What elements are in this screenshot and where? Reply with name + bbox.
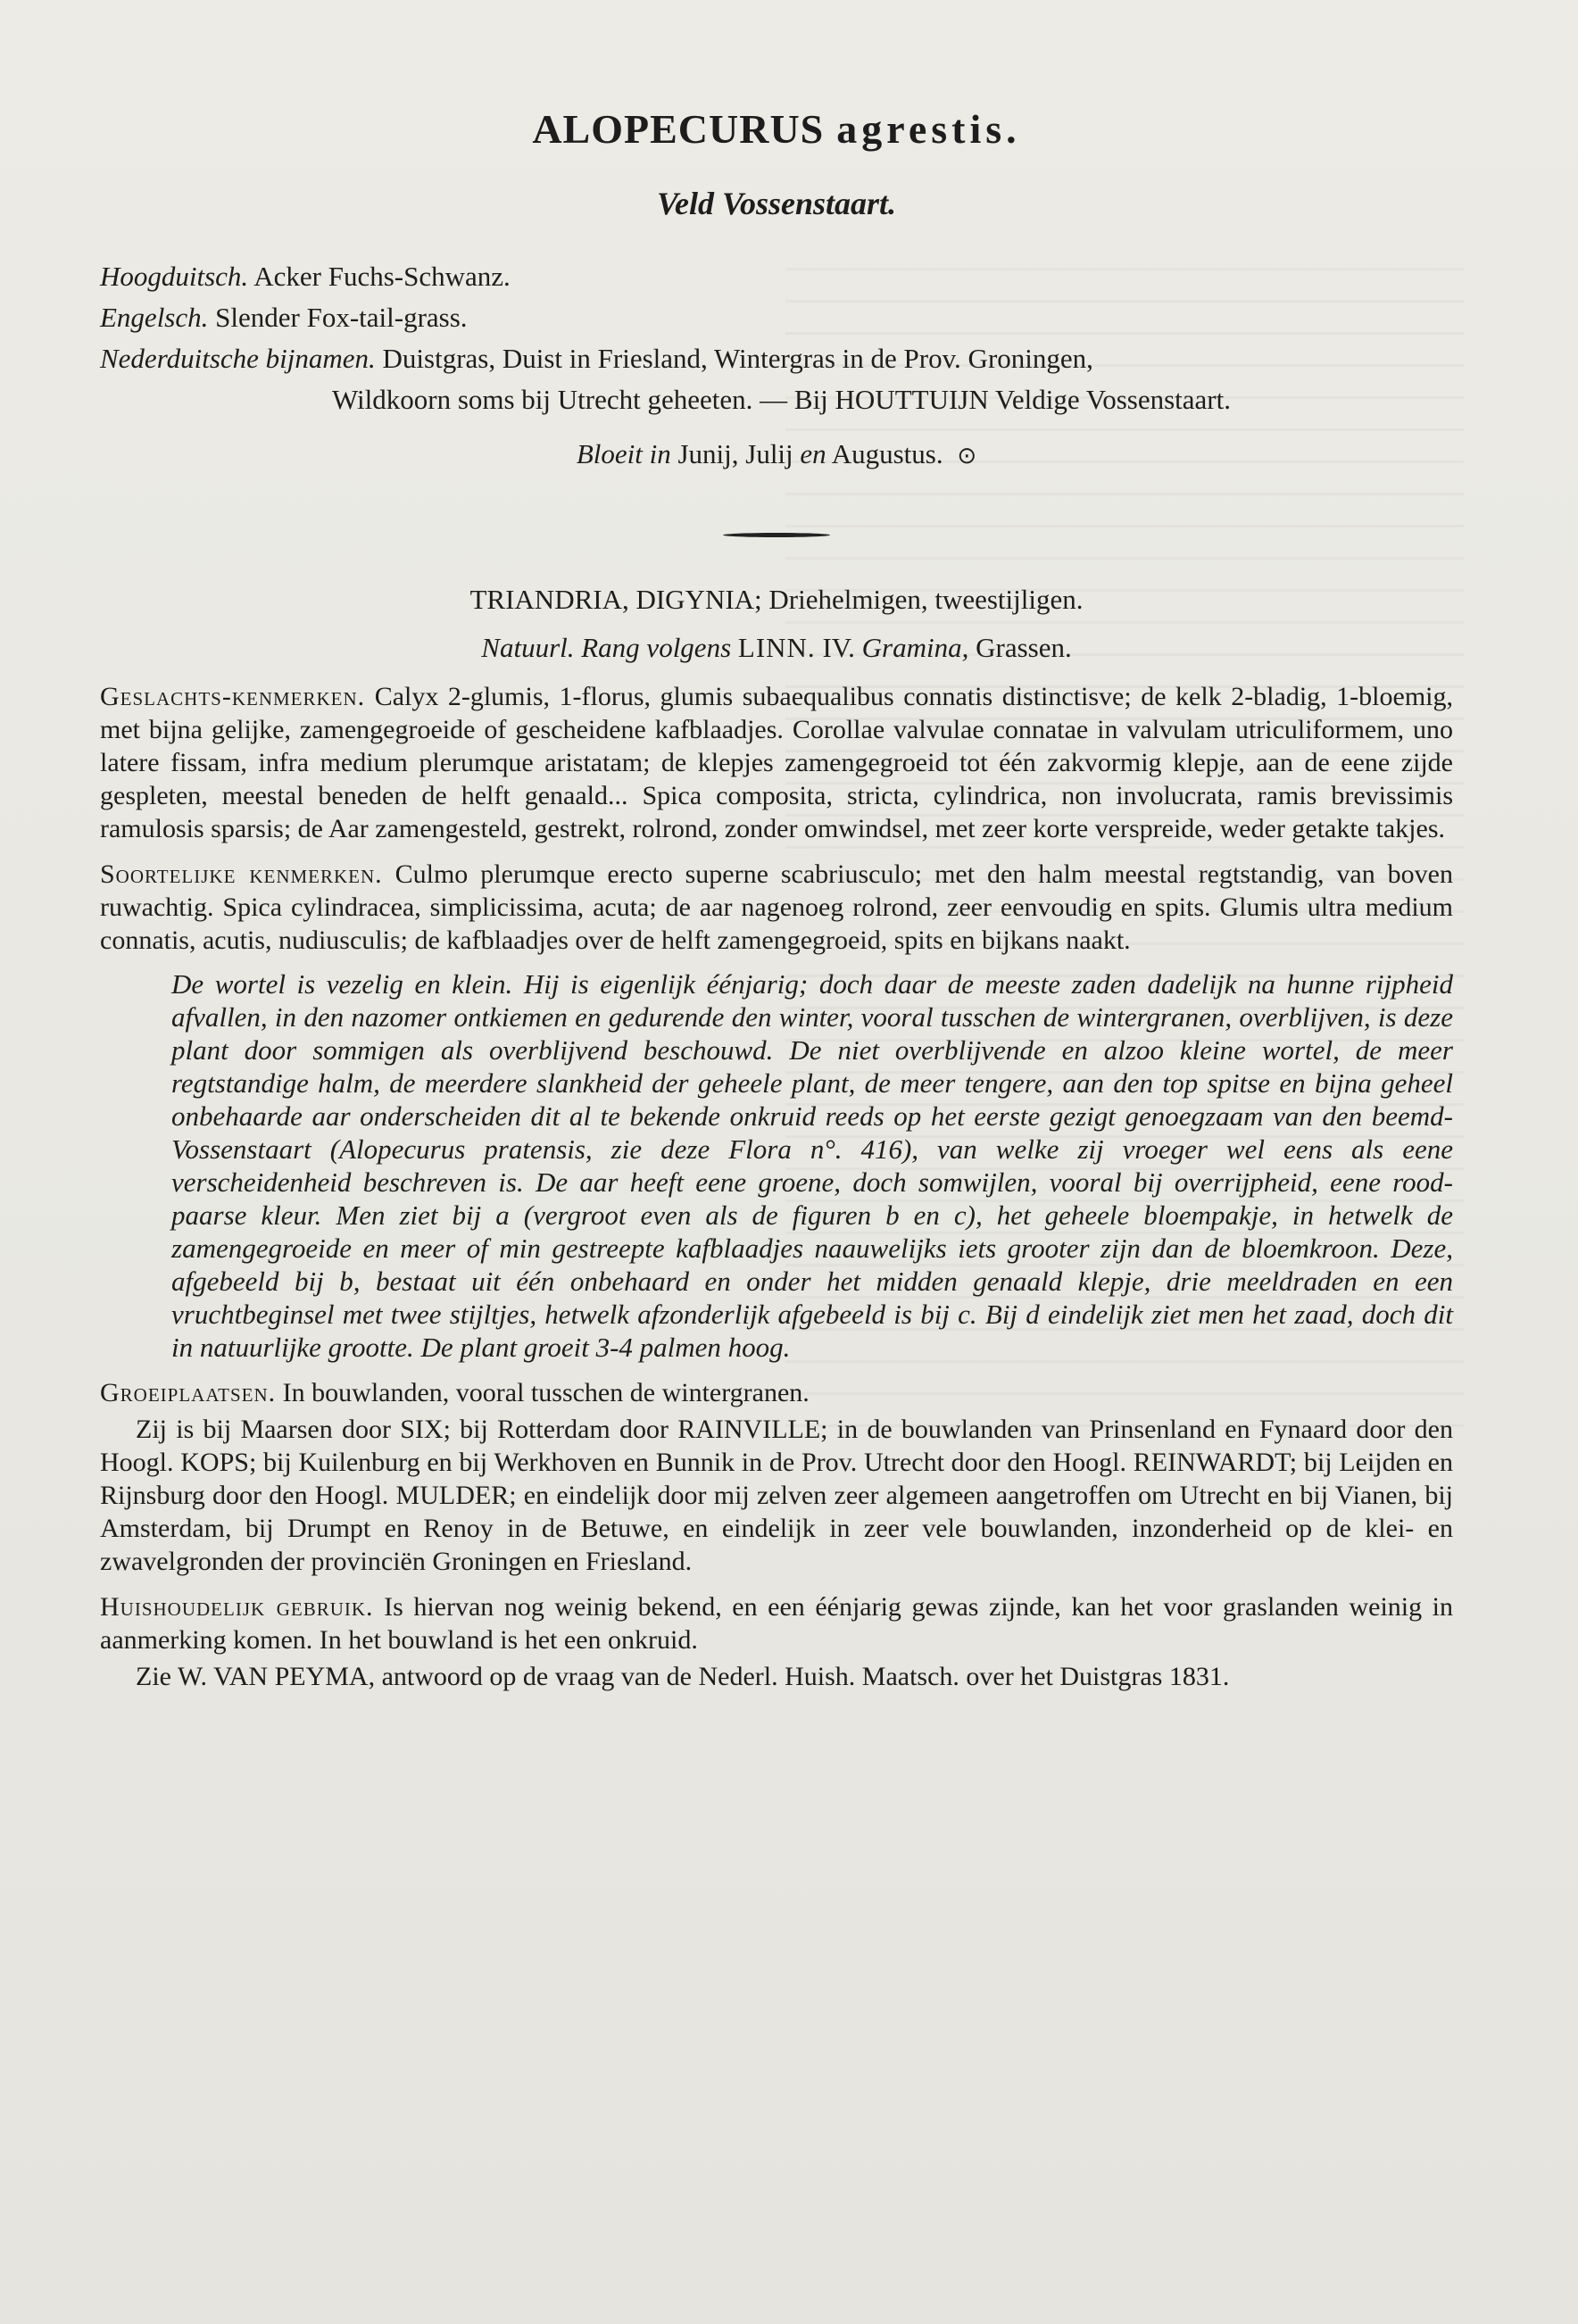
bloeit-last: Augustus. bbox=[831, 438, 943, 469]
annual-symbol-icon: ⊙ bbox=[957, 443, 977, 469]
genus-characters bbox=[100, 680, 1453, 845]
bloeit-label: Bloeit in bbox=[576, 438, 671, 469]
dutch-name-row bbox=[100, 338, 1453, 379]
dutch-names-line2: Wildkoorn soms bij Utrecht geheeten. — Bij HOUTTUIJN Veldige Vossenstaart. bbox=[332, 384, 1231, 415]
household-use-text: Is hiervan nog weinig bekend, en een éénjarig gewas zijnde, kan het voor graslanden weinig in aanmerking komen. In het bouwland is het een onkruid. bbox=[100, 1592, 1454, 1655]
habitat bbox=[100, 1376, 1453, 1409]
vernacular-names bbox=[100, 256, 1453, 420]
natuurl-rang: Natuurl. Rang volgens bbox=[481, 632, 732, 663]
title-species: agrestis. bbox=[836, 106, 1021, 152]
grassen: Grassen. bbox=[976, 632, 1072, 663]
german-name-row bbox=[100, 256, 1453, 297]
rank-number: IV. bbox=[822, 632, 855, 663]
genus-characters-text: Calyx 2-glumis, 1-florus, glumis subaequalibus connatis distinctisve; de kelk 2-bladig, 1-bloemig, met bijna gelijke, zamengegroeide of gescheidene kafblaadjes. Corollae valvulae connatae in valvulam utriculiformem, uno latere fissam, infra medium plerumque aristatam; de klepjes zamengegroeid tot één zakvormig klepje, aan de eene zijde gespleten, meestal beneden de helft genaald... Spica composita, stricta, cylindrica, non involucrata, ramis brevissimis ramulosis sparsis; de Aar zamengesteld, gestrekt, rolrond, zonder omwindsel, met zeer korte verspreide, weder getakte takjes. bbox=[100, 682, 1453, 843]
german-name: Acker Fuchs-Schwanz. bbox=[253, 261, 511, 292]
genus-characters-heading: Geslachts-kenmerken. bbox=[100, 682, 366, 711]
habitat-text: In bouwlanden, vooral tusschen de wintergranen. bbox=[282, 1378, 810, 1407]
classification-line2 bbox=[100, 632, 1453, 664]
page-title bbox=[100, 105, 1453, 153]
reference-paragraph: Zie W. VAN PEYMA, antwoord op de vraag van de Nederl. Huish. Maatsch. over het Duistgras 1831. bbox=[136, 1662, 1230, 1691]
english-label: Engelsch. bbox=[100, 302, 209, 333]
gramina: Gramina, bbox=[861, 632, 969, 663]
title-genus: ALOPECURUS bbox=[532, 106, 825, 152]
english-name: Slender Fox-tail-grass. bbox=[215, 302, 468, 333]
bloeit-months: Junij, Julij bbox=[677, 438, 793, 469]
species-characters-heading: Soortelijke kenmerken. bbox=[100, 859, 383, 889]
dutch-label: Nederduitsche bijnamen. bbox=[100, 343, 376, 374]
habitat-heading: Groeiplaatsen. bbox=[100, 1378, 277, 1407]
description-paragraph: De wortel is vezelig en klein. Hij is eigenlijk éénjarig; doch daar de meeste zaden dadelijk na hunne rijpheid afvallen, in den nazomer ontkiemen en gedurende den winter, vooral tusschen de wintergranen, overblijven, is deze plant door sommigen als overblijvend beschouwd. De niet overblijvende en alzoo kleine wortel, de meer regtstandige halm, de meerdere slankheid der geheele plant, de meer tengere, aan den top spitse en bijna geheel onbehaarde aar onderscheiden dit al te bekende onkruid reeds op het eerste gezigt genoegzaam van den beemd-Vossenstaart (Alopecurus pratensis, zie deze Flora n°. 416), van welke zij vroeger wel eens als eene verscheidenheid beschreven is. De aar heeft eene groene, doch somwijlen, vooral bij overrijpheid, eene rood-paarse kleur. Men ziet bij a (vergroot even als de figuren b en c), het geheele bloempakje, in hetwelk de zamengegroeide en meer of min gestreepte kafblaadjes naauwelijks iets grooter zijn dan de bloemkroon. Deze, afgebeeld bij b, bestaat uit één onbehaard en onder het midden genaald klepje, drie meeldraden en een vruchtbeginsel met twee stijltjes, hetwelk afzonderlijk afgebeeld is bij c. Bij d eindelijk ziet men het zaad, doch dit in natuurlijke grootte. De plant groeit 3-4 palmen hoog. bbox=[171, 968, 1453, 1363]
localities-paragraph: Zij is bij Maarsen door SIX; bij Rotterdam door RAINVILLE; in de bouwlanden van Prinsenland en Fynaard door den Hoogl. KOPS; bij Kuilenburg en bij Werkhoven en Bunnik in de Prov. Utrecht door den Hoogl. REINWARDT; bij Leijden en Rijnsburg door den Hoogl. MULDER; en eindelijk door mij zelven zeer algemeen aangetroffen om Utrecht en bij Vianen, bij Amsterdam, bij Drumpt en Renoy in de Betuwe, en eindelijk in zeer vele bouwlanden, inzonderheid op de klei- en zwavelgronden der provinciën Groningen en Friesland. bbox=[100, 1415, 1453, 1576]
dutch-names-line1: Duistgras, Duist in Friesland, Wintergras in de Prov. Groningen, bbox=[382, 343, 1093, 374]
page-subtitle: Veld Vossenstaart. bbox=[656, 186, 897, 221]
household-use bbox=[100, 1590, 1453, 1656]
linn-ref: LINN. bbox=[737, 632, 816, 663]
english-name-row bbox=[100, 297, 1453, 338]
bloeit-en: en bbox=[800, 438, 826, 469]
flowering-time bbox=[100, 438, 1453, 470]
species-characters bbox=[100, 858, 1453, 957]
species-characters-text: Culmo plerumque erecto superne scabriusculo; met den halm meestal regtstandig, van boven ruwachtig. Spica cylindracea, simplicissima, acuta; de aar nagenoeg rolrond, zeer eenvoudig en spits. Glumis ultra medium connatis, acutis, nudiusculis; de kafblaadjes over de helft zamengegroeid, spits en bijkans naakt. bbox=[100, 859, 1453, 955]
divider-rule bbox=[723, 533, 830, 537]
household-use-heading: Huishoudelijk gebruik. bbox=[100, 1592, 374, 1622]
german-label: Hoogduitsch. bbox=[100, 261, 249, 292]
classification-line1: TRIANDRIA, DIGYNIA; Driehelmigen, tweestijligen. bbox=[469, 584, 1084, 615]
